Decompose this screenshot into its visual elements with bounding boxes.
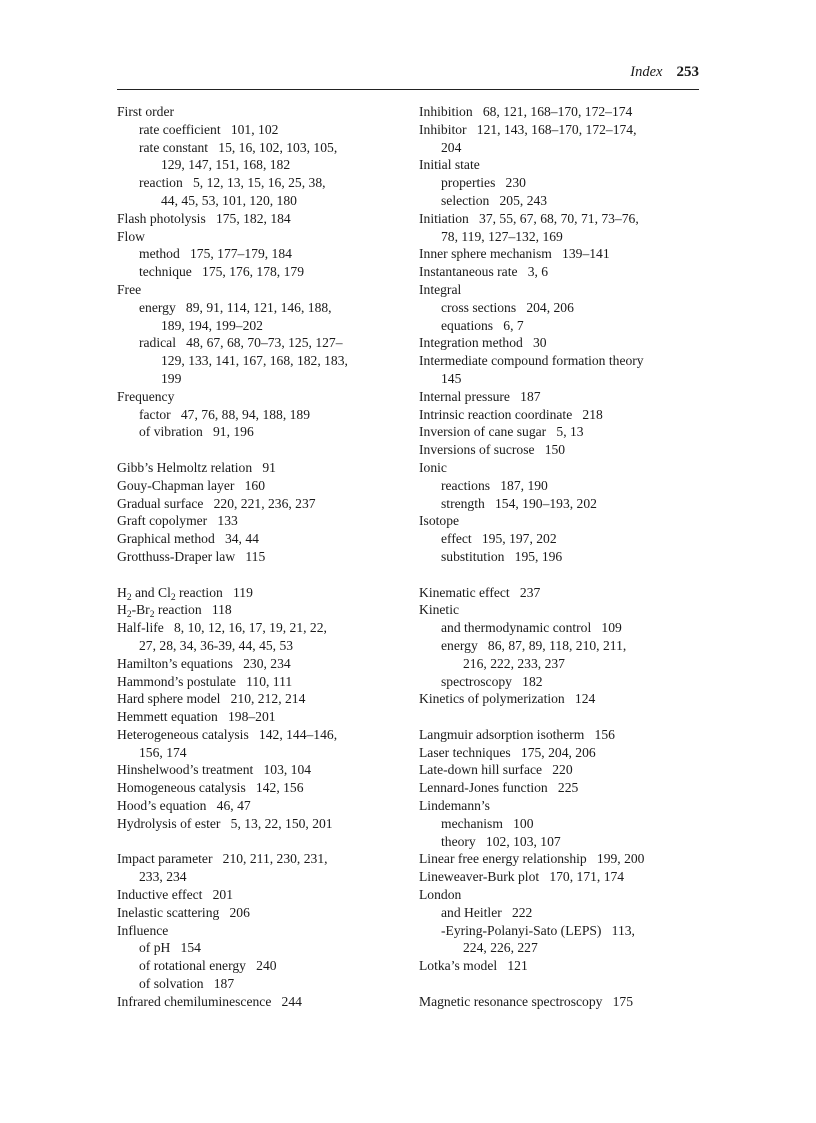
index-subentry: of rotational energy 240 <box>139 958 277 974</box>
index-entry: Hard sphere model 210, 212, 214 <box>117 691 306 707</box>
index-subentry: equations 6, 7 <box>441 317 524 333</box>
index-subentry: substitution 195, 196 <box>441 548 563 564</box>
index-entry: Lineweaver-Burk plot 170, 171, 174 <box>419 869 625 885</box>
index-subentry: of pH 154 <box>139 940 201 956</box>
subscript: 2 <box>170 592 176 603</box>
index-subentry: -Eyring-Polanyi-Sato (LEPS) 113, 224, 226, 227 <box>441 922 635 956</box>
page-number: 253 <box>676 64 699 80</box>
index-entry: Hinshelwood’s treatment 103, 104 <box>117 762 312 778</box>
index-subentry: energy 86, 87, 89, 118, 210, 211, 216, 222, 233, 237 <box>441 637 627 671</box>
entry-text: reaction 119 <box>175 584 253 600</box>
blank-line <box>117 441 399 459</box>
index-column-right <box>419 103 709 1011</box>
index-entry: Gibb’s Helmoltz relation 91 <box>117 459 276 475</box>
index-subentry: reactions 187, 190 <box>441 477 548 493</box>
blank-line <box>419 566 709 584</box>
index-subentry: of solvation 187 <box>139 976 235 992</box>
index-subentry: mechanism 100 <box>441 815 534 831</box>
index-entry: Homogeneous catalysis 142, 156 <box>117 780 304 796</box>
index-entry: Grotthuss-Draper law 115 <box>117 548 266 564</box>
header-rule <box>117 89 699 90</box>
index-entry: Gradual surface 220, 221, 236, 237 <box>117 495 316 511</box>
index-entry: Ionic <box>419 459 447 475</box>
index-subentry: technique 175, 176, 178, 179 <box>139 264 304 280</box>
index-entry: Flash photolysis 175, 182, 184 <box>117 210 291 226</box>
index-entry <box>117 584 399 602</box>
index-entry: Langmuir adsorption isotherm 156 <box>419 726 615 742</box>
blank-line <box>117 833 399 851</box>
index-entry: Free <box>117 281 142 297</box>
index-entry: Kinetic <box>419 602 460 618</box>
index-subentry: theory 102, 103, 107 <box>441 833 561 849</box>
index-entry: Infrared chemiluminescence 244 <box>117 993 302 1009</box>
index-entry: Intermediate compound formation theory 145 <box>419 353 644 386</box>
index-entry: Lennard-Jones function 225 <box>419 780 579 796</box>
index-subentry: factor 47, 76, 88, 94, 188, 189 <box>139 406 311 422</box>
index-entry: Half-life 8, 10, 12, 16, 17, 19, 21, 22, 27, 28, 34, 36-39, 44, 45, 53 <box>117 620 327 653</box>
index-entry: Inelastic scattering 206 <box>117 904 250 920</box>
index-entry: Graphical method 34, 44 <box>117 531 259 547</box>
index-subentry: spectroscopy 182 <box>441 673 543 689</box>
index-subentry: method 175, 177–179, 184 <box>139 246 292 262</box>
index-entry: Hemmett equation 198–201 <box>117 709 276 725</box>
index-entry: Influence <box>117 922 169 938</box>
index-entry: Hood’s equation 46, 47 <box>117 798 251 814</box>
running-header <box>117 64 699 81</box>
index-entry <box>117 601 399 619</box>
index-entry: Lindemann’s <box>419 798 490 814</box>
entry-text: reaction 118 <box>154 602 232 618</box>
index-entry: Late-down hill surface 220 <box>419 762 573 778</box>
index-entry: Isotope <box>419 513 460 529</box>
entry-text: H <box>117 584 127 600</box>
index-column-left <box>117 103 399 1011</box>
index-subentry: cross sections 204, 206 <box>441 299 574 315</box>
index-entry: Integral <box>419 281 462 297</box>
index-entry: Kinematic effect 237 <box>419 584 541 600</box>
index-entry: Lotka’s model 121 <box>419 958 528 974</box>
index-subentry: and Heitler 222 <box>441 904 533 920</box>
index-subentry: of vibration 91, 196 <box>139 424 254 440</box>
index-entry: Intrinsic reaction coordinate 218 <box>419 406 603 422</box>
index-entry: Inversions of sucrose 150 <box>419 442 566 458</box>
blank-line <box>419 975 709 993</box>
index-subentry: radical 48, 67, 68, 70–73, 125, 127– 129, 133, 141, 167, 168, 182, 183, 199 <box>139 335 348 386</box>
index-entry: Instantaneous rate 3, 6 <box>419 264 549 280</box>
index-subentry: effect 195, 197, 202 <box>441 531 557 547</box>
index-subentry: reaction 5, 12, 13, 15, 16, 25, 38, 44, 45, 53, 101, 120, 180 <box>139 175 326 208</box>
index-entry: Frequency <box>117 388 175 404</box>
index-entry: Inductive effect 201 <box>117 887 234 903</box>
index-entry: Impact parameter 210, 211, 230, 231, 233, 234 <box>117 851 328 885</box>
index-entry: Gouy-Chapman layer 160 <box>117 477 265 493</box>
index-entry: Initiation 37, 55, 67, 68, 70, 71, 73–76, 78, 119, 127–132, 169 <box>419 210 639 244</box>
index-entry: Flow <box>117 228 145 244</box>
index-entry: London <box>419 887 462 903</box>
index-entry: Graft copolymer 133 <box>117 513 238 529</box>
index-entry: Inhibitor 121, 143, 168–170, 172–174, 204 <box>419 121 637 155</box>
entry-text: -Br <box>131 602 150 618</box>
index-subentry: and thermodynamic control 109 <box>441 620 622 636</box>
index-subentry: energy 89, 91, 114, 121, 146, 188, 189, 194, 199–202 <box>139 299 332 333</box>
entry-text: H <box>117 602 127 618</box>
index-entry: Inner sphere mechanism 139–141 <box>419 246 610 262</box>
index-subentry: rate coefficient 101, 102 <box>139 121 279 137</box>
subscript: 2 <box>126 610 132 621</box>
index-entry: Internal pressure 187 <box>419 388 541 404</box>
blank-line <box>419 708 709 726</box>
index-entry: Laser techniques 175, 204, 206 <box>419 744 596 760</box>
blank-line <box>117 566 399 584</box>
subscript: 2 <box>126 592 132 603</box>
index-entry: Hammond’s postulate 110, 111 <box>117 673 293 689</box>
index-subentry: selection 205, 243 <box>441 192 548 208</box>
index-entry: Integration method 30 <box>419 335 547 351</box>
index-entry: Hydrolysis of ester 5, 13, 22, 150, 201 <box>117 815 333 831</box>
index-entry: Hamilton’s equations 230, 234 <box>117 655 291 671</box>
index-subentry: properties 230 <box>441 175 526 191</box>
index-entry: First order <box>117 104 175 119</box>
index-entry: Inhibition 68, 121, 168–170, 172–174 <box>419 104 633 119</box>
index-entry: Linear free energy relationship 199, 200 <box>419 851 645 867</box>
index-entry: Heterogeneous catalysis 142, 144–146, 156, 174 <box>117 726 338 760</box>
index-subentry: strength 154, 190–193, 202 <box>441 495 597 511</box>
index-entry: Initial state <box>419 157 480 173</box>
subscript: 2 <box>149 610 155 621</box>
index-entry: Kinetics of polymerization 124 <box>419 691 596 707</box>
entry-text: and Cl <box>131 584 171 600</box>
index-entry: Inversion of cane sugar 5, 13 <box>419 424 584 440</box>
index-subentry: rate constant 15, 16, 102, 103, 105, 129, 147, 151, 168, 182 <box>139 139 338 173</box>
running-title: Index <box>630 64 663 80</box>
index-entry: Magnetic resonance spectroscopy 175 <box>419 993 634 1009</box>
